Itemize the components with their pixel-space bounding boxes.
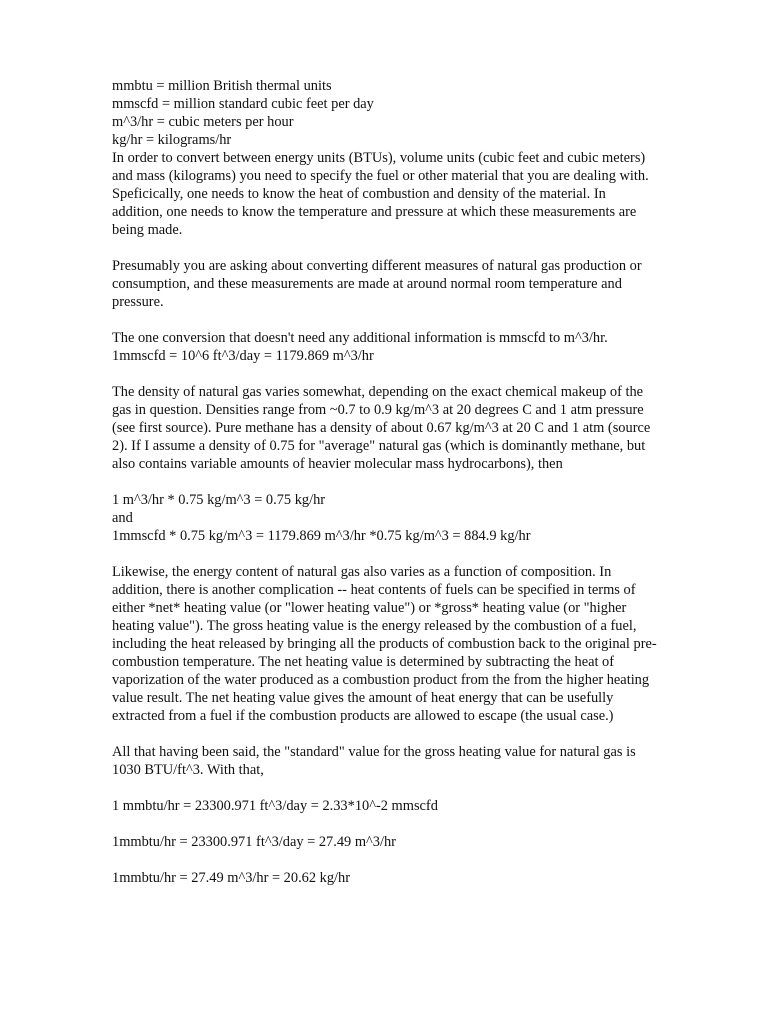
paragraph-gap — [112, 311, 657, 329]
document-body — [112, 77, 657, 887]
paragraph-gap — [112, 473, 657, 491]
equation-line: 1mmbtu/hr = 23300.971 ft^3/day = 27.49 m^3/hr — [112, 834, 396, 850]
paragraph-natural-gas-assumption: Presumably you are asking about converting different measures of natural gas production or consumption, and these measurements are made at around normal room temperature and pressure. — [112, 258, 642, 310]
text-line: The one conversion that doesn't need any additional information is mmscfd to m^3/hr. — [112, 330, 608, 346]
equation-line: 1 mmbtu/hr = 23300.971 ft^3/day = 2.33*10^-2 mmscfd — [112, 798, 438, 814]
paragraph-heating-value: Likewise, the energy content of natural gas also varies as a function of composition. In addition, there is another complication -- heat contents of fuels can be specified in terms of either *net* heating value (or "lower heating value") or *gross* heating value (or "higher heating value"). The gross heating value is the energy released by the combustion of a fuel, including the heat released by bringing all the products of combustion back to the original pre-combustion temperature. The net heating value is determined by subtracting the heat of vaporization of the water produced as a combustion product from the from the higher heating value result. The net heating value gives the amount of heat energy that can be usefully extracted from a fuel if the combustion products are allowed to escape (the usual case.) — [112, 564, 657, 724]
definition-line: mmbtu = million British thermal units — [112, 78, 332, 94]
paragraph-gap — [112, 779, 657, 797]
paragraph-gap — [112, 851, 657, 869]
definition-line: kg/hr = kilograms/hr — [112, 132, 232, 148]
definition-line: mmscfd = million standard cubic feet per day — [112, 96, 374, 112]
equation-line: 1mmscfd * 0.75 kg/m^3 = 1179.869 m^3/hr *0.75 kg/m^3 = 884.9 kg/hr — [112, 528, 531, 544]
equation-line: 1mmbtu/hr = 27.49 m^3/hr = 20.62 kg/hr — [112, 870, 351, 886]
paragraph-gap — [112, 815, 657, 833]
equation-line: 1 m^3/hr * 0.75 kg/m^3 = 0.75 kg/hr — [112, 492, 326, 508]
equation-line: 1mmscfd = 10^6 ft^3/day = 1179.869 m^3/hr — [112, 348, 374, 364]
paragraph-conversion-intro: In order to convert between energy units (BTUs), volume units (cubic feet and cubic meters) and mass (kilograms) you need to specify the fuel or other material that you are dealing with. Speficically, one needs to know the heat of combustion and density of the material. In addition, one needs to know the temperature and pressure at which these measurements are being made. — [112, 150, 649, 238]
paragraph-gap — [112, 725, 657, 743]
paragraph-density: The density of natural gas varies somewhat, depending on the exact chemical makeup of the gas in question. Densities range from ~0.7 to 0.9 kg/m^3 at 20 degrees C and 1 atm pressure (see first source). Pure methane has a density of about 0.67 kg/m^3 at 20 C and 1 atm (source 2). If I assume a density of 0.75 for "average" natural gas (which is dominantly methane, but also contains variable amounts of heavier molecular mass hydrocarbons), then — [112, 384, 651, 472]
definition-line: m^3/hr = cubic meters per hour — [112, 114, 294, 130]
paragraph-standard-value: All that having been said, the "standard" value for the gross heating value for natural gas is 1030 BTU/ft^3. With that, — [112, 744, 636, 778]
paragraph-gap — [112, 239, 657, 257]
paragraph-gap — [112, 365, 657, 383]
paragraph-gap — [112, 545, 657, 563]
text-line: and — [112, 510, 133, 526]
